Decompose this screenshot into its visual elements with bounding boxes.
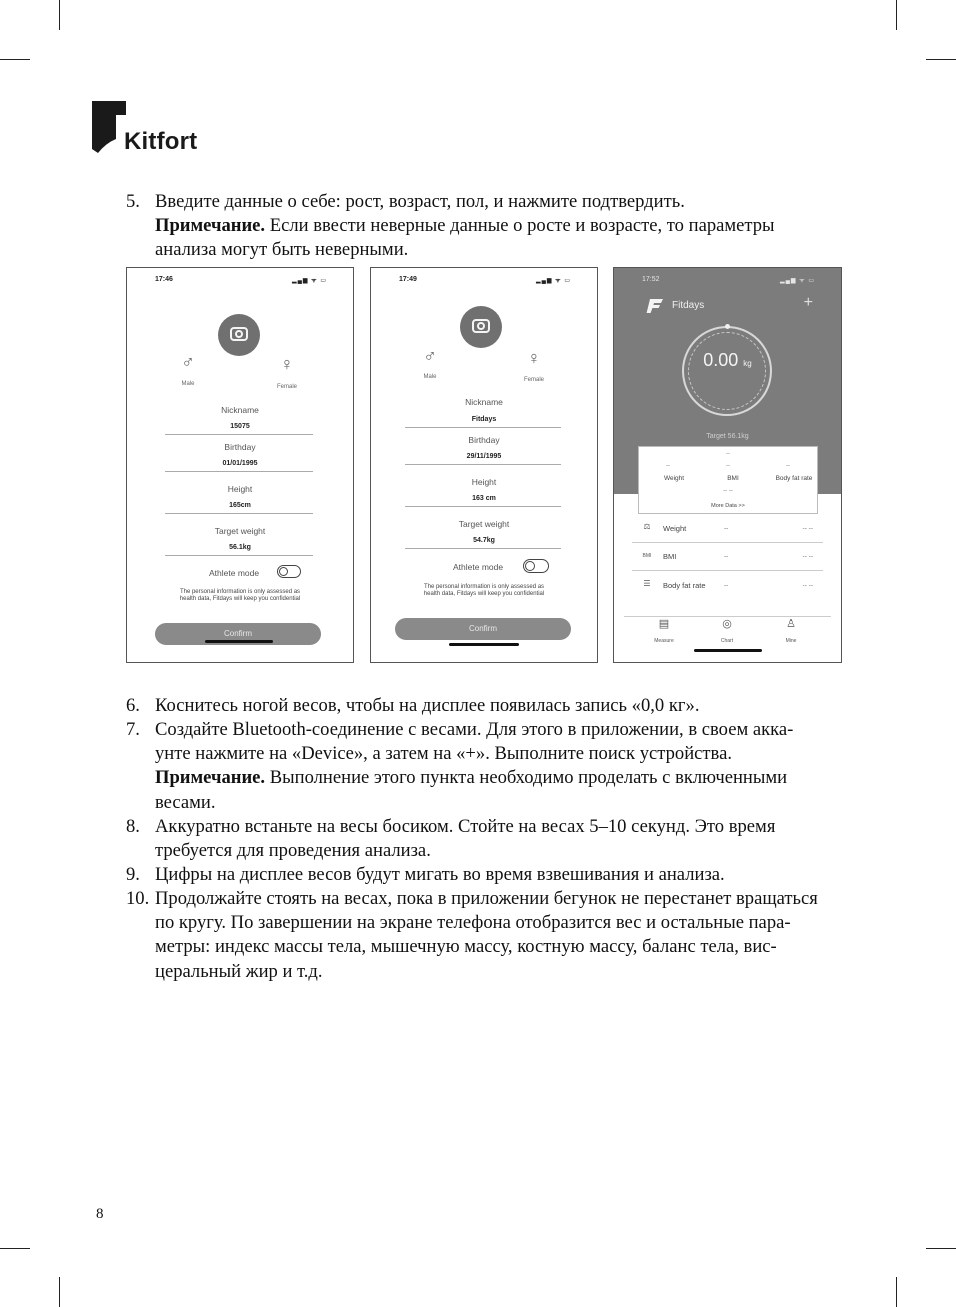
mine-tab-icon[interactable]: ♙ (786, 618, 796, 630)
divider (165, 555, 313, 556)
divider (165, 471, 313, 472)
page-number: 8 (96, 1206, 104, 1222)
note-text: весами. (155, 791, 216, 813)
summary-bmi-label: BMI (727, 475, 739, 482)
fitdays-logo-icon (646, 297, 664, 315)
divider (632, 570, 823, 571)
summary-card (638, 446, 818, 514)
athlete-mode-toggle[interactable] (523, 559, 549, 573)
app-screenshot-profile-1 (126, 267, 354, 663)
summary-value: -- (726, 451, 730, 457)
step-text: по кругу. По завершении на экране телефона отобразится вес и остальные пара- (155, 912, 791, 934)
athlete-mode-label: Athlete mode (453, 562, 504, 572)
step-number: 9. (126, 864, 140, 885)
app-name: Fitdays (672, 300, 705, 311)
row-weight-value: -- -- (802, 525, 813, 532)
birthday-label: Birthday (224, 442, 256, 452)
note-line (155, 214, 846, 238)
step-number: 6. (126, 695, 140, 716)
bmi-icon: BMI (642, 553, 652, 559)
birthday-input[interactable]: 29/11/1995 (466, 453, 502, 460)
step-text: Цифры на дисплее весов будут мигать во время взвешивания и анализа. (155, 864, 725, 885)
chart-tab-icon[interactable]: ◎ (722, 618, 732, 630)
divider (405, 427, 561, 428)
status-time: 17:49 (399, 276, 417, 283)
summary-value: -- (726, 463, 730, 469)
height-input[interactable]: 165cm (229, 502, 251, 509)
note-label: Примечание. (155, 767, 266, 789)
add-device-icon[interactable]: + (803, 294, 813, 311)
crop-mark (0, 59, 30, 60)
divider (632, 542, 823, 543)
crop-mark (59, 1277, 60, 1307)
summary-value: -- -- (723, 488, 733, 494)
nickname-label: Nickname (221, 405, 259, 415)
divider (165, 513, 313, 514)
step-text: унте нажмите на «Device», а затем на «+». Выполните поиск устройства. (155, 743, 732, 765)
home-indicator (205, 640, 273, 643)
privacy-line: health data, Fitdays will keep you confidential (179, 596, 301, 602)
birthday-input[interactable]: 01/01/1995 (222, 460, 258, 467)
tab-mine[interactable]: Mine (785, 638, 797, 644)
weight-display (614, 350, 841, 371)
ring-progress-dot (725, 324, 730, 329)
row-weight-mid: -- (724, 525, 729, 532)
summary-weight-label: Weight (663, 475, 685, 482)
male-label: Male (423, 374, 437, 380)
status-icons: ▂▄▆ ᯤ ▭ (536, 278, 571, 284)
divider (405, 464, 561, 465)
target-weight-input[interactable]: 54.7kg (473, 537, 495, 544)
privacy-note (127, 589, 353, 603)
status-time: 17:52 (642, 276, 660, 283)
step-number: 7. (126, 719, 140, 740)
step-number: 5. (126, 191, 140, 212)
app-screenshot-profile-2 (370, 267, 598, 663)
divider (405, 548, 561, 549)
female-label: Female (276, 384, 297, 390)
weight-icon: ⚖ (643, 522, 651, 531)
divider (165, 434, 313, 435)
step-text: требуется для проведения анализа. (155, 840, 431, 862)
step-number: 10. (126, 888, 150, 909)
privacy-note (371, 584, 597, 598)
body-fat-icon: ☰ (643, 579, 651, 588)
app-screenshot-home (613, 267, 842, 663)
privacy-line: health data, Fitdays will keep you confidential (423, 591, 545, 597)
step-number: 8. (126, 816, 140, 837)
nickname-input[interactable]: 15075 (230, 423, 250, 430)
privacy-line: The personal information is only assessed as (423, 584, 545, 590)
note-text: Если ввести неверные данные о росте и возрасте, то параметры (265, 215, 775, 237)
target-weight-label: Target weight (214, 526, 266, 536)
confirm-button[interactable]: Confirm (395, 618, 571, 640)
birthday-label: Birthday (468, 435, 500, 445)
note-label: Примечание. (155, 215, 266, 237)
note-text: анализа могут быть неверными. (155, 239, 409, 261)
female-icon[interactable]: ♀ (280, 354, 294, 374)
brand-name: Kitfort (124, 128, 198, 155)
female-icon[interactable]: ♀ (527, 348, 541, 368)
male-icon[interactable]: ♂ (423, 346, 437, 366)
row-fat-label: Body fat rate (663, 581, 706, 590)
step-text: метры: индекс массы тела, мышечную массу, костную массу, баланс тела, вис- (155, 936, 777, 958)
confirm-button[interactable]: Confirm (155, 623, 321, 645)
male-label: Male (181, 381, 195, 387)
weight-ring (682, 326, 772, 416)
lens-icon (235, 330, 243, 338)
target-weight-input[interactable]: 56.1kg (229, 544, 251, 551)
male-icon[interactable]: ♂ (181, 352, 195, 372)
row-bmi-value: -- -- (802, 553, 813, 560)
height-input[interactable]: 163 cm (472, 495, 496, 502)
avatar-camera-button[interactable] (218, 314, 260, 356)
summary-value: -- (786, 463, 790, 469)
weight-unit: kg (743, 359, 752, 368)
target-weight: Target 56.1kg (706, 433, 749, 440)
tab-measure[interactable]: Measure (654, 638, 674, 644)
height-label: Height (227, 484, 253, 494)
crop-mark (59, 0, 60, 30)
measure-tab-icon[interactable]: ▤ (658, 618, 670, 630)
athlete-mode-toggle[interactable] (277, 565, 301, 578)
summary-fat-label: Body fat rate (775, 475, 813, 482)
crop-mark (0, 1248, 30, 1249)
row-weight-label: Weight (663, 524, 687, 533)
female-label: Female (523, 377, 544, 383)
target-weight-label: Target weight (458, 519, 510, 529)
crop-mark (896, 1277, 897, 1307)
crop-mark (896, 0, 897, 30)
more-data-link[interactable]: More Data >> (711, 503, 745, 509)
lens-icon (477, 322, 485, 330)
weight-value: 0.00 (703, 350, 739, 370)
row-fat-mid: -- (724, 582, 729, 589)
note-line (155, 766, 846, 790)
status-icons: ▂▄▆ ᯤ ▭ (292, 278, 327, 284)
nickname-input[interactable]: Fitdays (471, 416, 497, 423)
summary-value: -- (666, 463, 670, 469)
home-indicator (449, 643, 519, 646)
note-text: Выполнение этого пункта необходимо проделать с включенными (265, 767, 788, 789)
row-fat-value: -- -- (802, 582, 813, 589)
tab-chart[interactable]: Chart (720, 638, 734, 644)
nickname-label: Nickname (465, 397, 503, 407)
crop-mark (926, 59, 956, 60)
status-icons: ▂▄▆ ᯤ ▭ (780, 278, 815, 284)
athlete-mode-label: Athlete mode (209, 568, 260, 578)
step-text: Введите данные о себе: рост, возраст, пол, и нажмите подтвердить. (155, 191, 685, 212)
step-text: Аккуратно встаньте на весы босиком. Стойте на весах 5–10 секунд. Это время (155, 816, 776, 837)
step-text: Коснитесь ногой весов, чтобы на дисплее появилась запись «0,0 кг». (155, 695, 700, 716)
height-label: Height (471, 477, 497, 487)
row-bmi-label: BMI (663, 552, 677, 561)
status-time: 17:46 (155, 276, 173, 283)
step-text: Продолжайте стоять на весах, пока в приложении бегунок не перестанет вращаться (155, 888, 818, 909)
divider (405, 506, 561, 507)
step-text: церальный жир и т.д. (155, 960, 323, 982)
avatar-camera-button[interactable] (460, 306, 502, 348)
crop-mark (926, 1248, 956, 1249)
privacy-line: The personal information is only assessed as (179, 589, 301, 595)
row-bmi-mid: -- (724, 553, 729, 560)
step-text: Создайте Bluetooth-соединение с весами. Для этого в приложении, в своем акка- (155, 719, 794, 740)
home-indicator (694, 649, 762, 652)
